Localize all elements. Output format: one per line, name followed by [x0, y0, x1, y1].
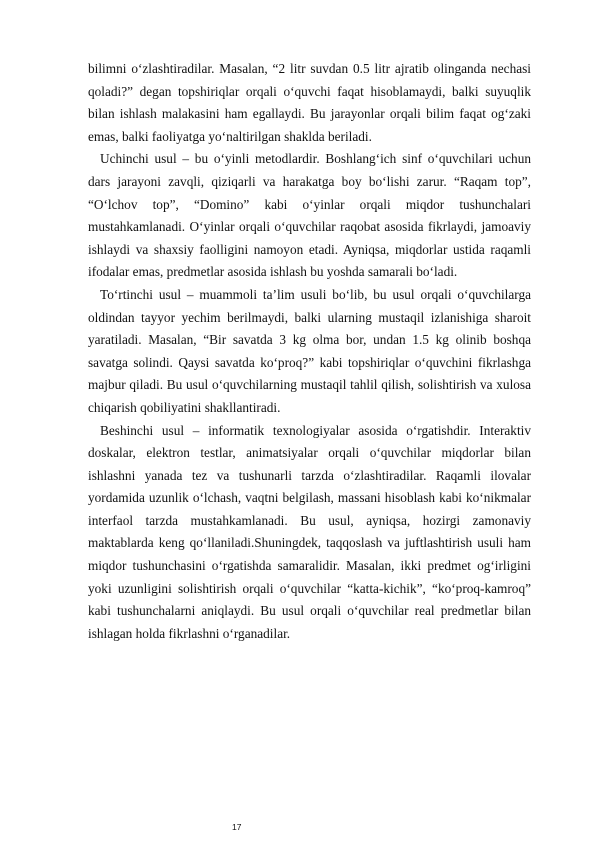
- paragraph-fourth-method: To‘rtinchi usul – muammoli ta’lim usuli bo‘lib, bu usul orqali o‘quvchilarga oldindan tayyor yechim berilmaydi, balki ularning mustaqil izlanishiga sharoit yaratiladi. Masalan, “Bir savatda 3 kg olma bor, undan 1.5 kg olinib boshqa savatga solindi. Qaysi savatda ko‘proq?” kabi topshiriqlar o‘quvchini fikrlashga majbur qiladi. Bu usul o‘quvchilarning mustaqil tahlil qilish, solishtirish va xulosa chiqarish qobiliyatini shakllantiradi.: [88, 286, 531, 415]
- page-number: 17: [232, 822, 242, 832]
- paragraph-third-method: Uchinchi usul – bu o‘yinli metodlardir. Boshlang‘ich sinf o‘quvchilari uchun dars jarayoni zavqli, qiziqarli va harakatga boy bo‘lishi zarur. “Raqam top”, “O‘lchov top”, “Domino” kabi o‘yinlar orqali miqdor tushunchalari mustahkamlanadi. O‘yinlar orqali o‘quvchilar raqobat asosida fikrlaydi, jamoaviy ishlaydi va shaxsiy faolligini namoyon etadi. Ayniqsa, miqdorlar ustida raqamli ifodalar emas, predmetlar asosida ishlash bu yoshda samarali bo‘ladi.: [88, 151, 531, 280]
- document-body: [88, 58, 531, 645]
- paragraph-continuation: bilimni o‘zlashtiradilar. Masalan, “2 litr suvdan 0.5 litr ajratib olinganda nechasi qoladi?” degan topshiriqlar orqali o‘quvchi faqat hisoblamaydi, balki suyuqlik bilan ishlash malakasini ham egallaydi. Bu jarayonlar orqali bilim faqat og‘zaki emas, balki faoliyatga yo‘naltirilgan shaklda beriladi.: [88, 61, 531, 144]
- paragraph-fifth-method: Beshinchi usul – informatik texnologiyalar asosida o‘rgatishdir. Interaktiv doskalar, elektron testlar, animatsiyalar orqali o‘quvchilar miqdorlar bilan ishlashni yanada tez va tushunarli tarzda o‘zlashtiradilar. Raqamli ilovalar yordamida uzunlik o‘lchash, vaqtni belgilash, massani hisoblash kabi ko‘nikmalar interfaol tarzda mustahkamlanadi. Bu usul, ayniqsa, hozirgi zamonaviy maktablarda keng qo‘llaniladi.Shuningdek, taqqoslash va juftlashtirish usuli ham miqdor tushunchasini o‘rgatishda samaralidir. Masalan, ikki predmet og‘irligini yoki uzunligini solishtirish orqali o‘quvchilar “katta-kichik”, “ko‘proq-kamroq” kabi tushunchalarni aniqlaydi. Bu usul orqali o‘quvchilar real predmetlar bilan ishlagan holda fikrlashni o‘rganadilar.: [88, 422, 531, 641]
